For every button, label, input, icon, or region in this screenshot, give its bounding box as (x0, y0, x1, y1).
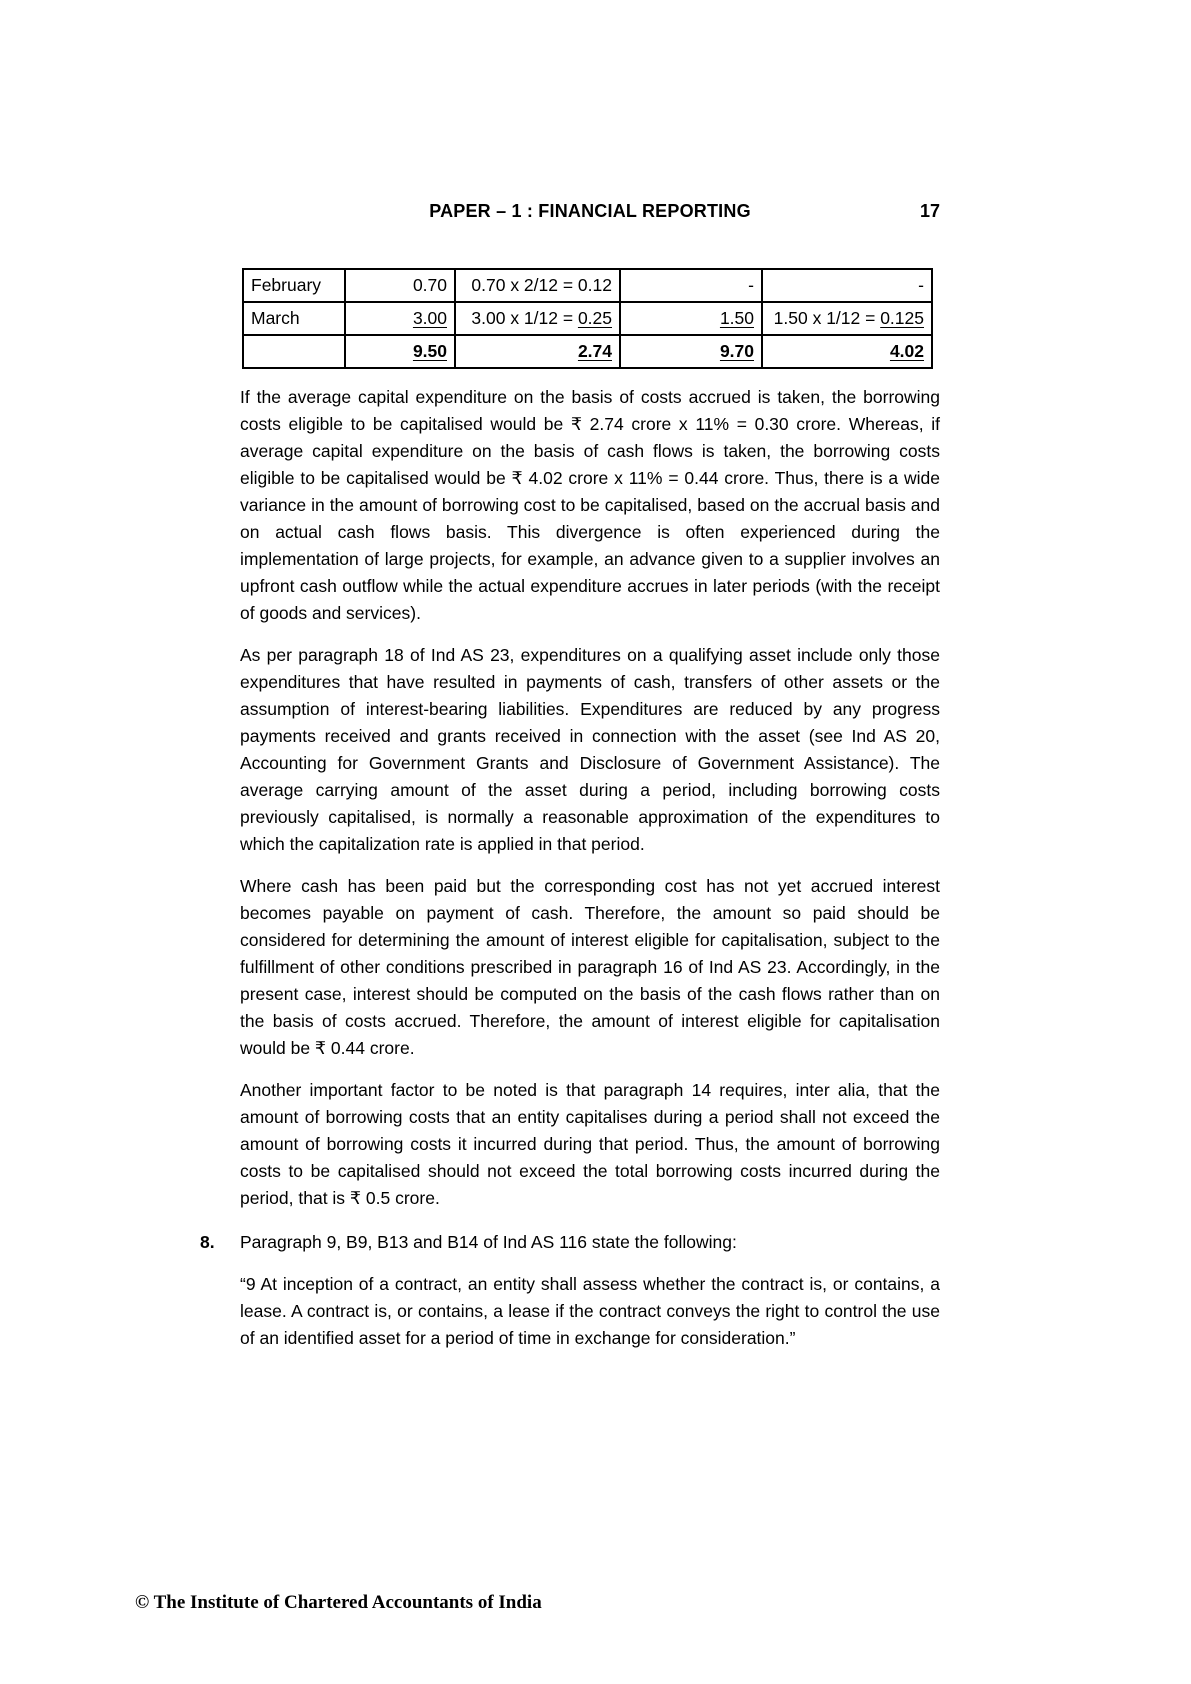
table-cell-month (243, 335, 345, 368)
paragraph-ind-as-116-quote: “9 At inception of a contract, an entity shall assess whether the contract is, or contains, a lease. A contract is, or contains, a lease if the contract conveys the right to control the use of an identified asset for a period of time in exchange for consideration.” (240, 1274, 940, 1348)
table-cell-cash-calc-total (762, 335, 932, 368)
cell-text: 1.50 x 1/12 = (773, 308, 881, 328)
table-cell-cash-value (620, 269, 762, 302)
cell-text-underlined: 9.50 (412, 341, 447, 361)
cell-text: 3.00 x 1/12 = (471, 308, 578, 328)
table-cell-accrued-value (345, 269, 455, 302)
cell-text-underlined: 3.00 (412, 308, 447, 328)
paragraph-borrowing-cost-variance: If the average capital expenditure on the basis of costs accrued is taken, the borrowing costs eligible to be capitalised would be ₹ 2.74 crore x 11% = 0.30 crore. Whereas, if average capital expenditure on the basis of cash flows is taken, the borrowing costs eligible to be capitalised would be ₹ 4.02 crore x 11% = 0.44 crore. Thus, there is a wide variance in the amount of borrowing cost to be capitalised, based on the accrual basis and on actual cash flows basis. This divergence is often experienced during the implementation of large projects, for example, an advance given to a supplier involves an upfront cash outflow while the actual expenditure accrues in later periods (with the receipt of goods and services). (240, 387, 940, 623)
cell-text: - (918, 275, 924, 295)
table-cell-month (243, 302, 345, 335)
table-cell-cash-total (620, 335, 762, 368)
content-block (200, 268, 940, 1352)
item-text: Paragraph 9, B9, B13 and B14 of Ind AS 116 state the following: (240, 1232, 737, 1252)
paragraph-paragraph-14-limit: Another important factor to be noted is that paragraph 14 requires, inter alia, that the amount of borrowing costs that an entity capitalises during a period shall not exceed the amount of borrowing costs it incurred during that period. Thus, the amount of borrowing costs to be capitalised should not exceed the total borrowing costs incurred during the period, that is ₹ 0.5 crore. (240, 1080, 940, 1208)
cell-text-underlined: 4.02 (889, 341, 924, 361)
cell-text: 0.70 x 2/12 = 0.12 (471, 275, 612, 295)
paragraph-cash-paid-interest: Where cash has been paid but the corresponding cost has not yet accrued interest becomes payable on payment of cash. Therefore, the amount so paid should be considered for determining the amount of interest eligible for capitalisation, subject to the fulfillment of other conditions prescribed in paragraph 16 of Ind AS 23. Accordingly, in the present case, interest should be computed on the basis of the cash flows rather than on the basis of costs accrued. Therefore, the amount of interest eligible for capitalisation would be ₹ 0.44 crore. (240, 876, 940, 1058)
cell-text-underlined: 0.25 (577, 308, 612, 328)
table-cell-cash-calc (762, 302, 932, 335)
cell-text: March (251, 308, 300, 328)
page-title: PAPER – 1 : FINANCIAL REPORTING (429, 201, 751, 221)
cell-text-underlined: 0.125 (880, 308, 924, 328)
cell-text-underlined: 9.70 (719, 341, 754, 361)
table-row-february (243, 269, 932, 302)
cell-text: - (748, 275, 754, 295)
numbered-item-8 (200, 1229, 940, 1256)
capital-expenditure-table (242, 268, 933, 369)
paragraph-ind-as-23-para-18: As per paragraph 18 of Ind AS 23, expenditures on a qualifying asset include only those expenditures that have resulted in payments of cash, transfers of other assets or the assumption of interest-bearing liabilities. Expenditures are reduced by any progress payments received and grants received in connection with the asset (see Ind AS 20, Accounting for Government Grants and Disclosure of Government Assistance). The average carrying amount of the asset during a period, including borrowing costs previously capitalised, is normally a reasonable approximation of the expenditures to which the capitalization rate is applied in that period. (240, 645, 940, 854)
cell-text: February (251, 275, 322, 295)
table-row-march (243, 302, 932, 335)
cell-text: 0.70 (412, 275, 447, 295)
table-cell-accrued-total (345, 335, 455, 368)
table-cell-cash-value (620, 302, 762, 335)
page-header (240, 201, 940, 225)
table-cell-accrued-calc-total (455, 335, 620, 368)
table-cell-accrued-calc (455, 269, 620, 302)
cell-text-underlined: 2.74 (577, 341, 612, 361)
table-row-total (243, 335, 932, 368)
table-cell-cash-calc (762, 269, 932, 302)
table-cell-accrued-value (345, 302, 455, 335)
page-number: 17 (919, 201, 940, 221)
table-cell-month (243, 269, 345, 302)
cell-text-underlined: 1.50 (719, 308, 754, 328)
copyright-footer: © The Institute of Chartered Accountants of India (135, 1592, 542, 1613)
item-number: 8. (200, 1232, 215, 1252)
table-cell-accrued-calc (455, 302, 620, 335)
